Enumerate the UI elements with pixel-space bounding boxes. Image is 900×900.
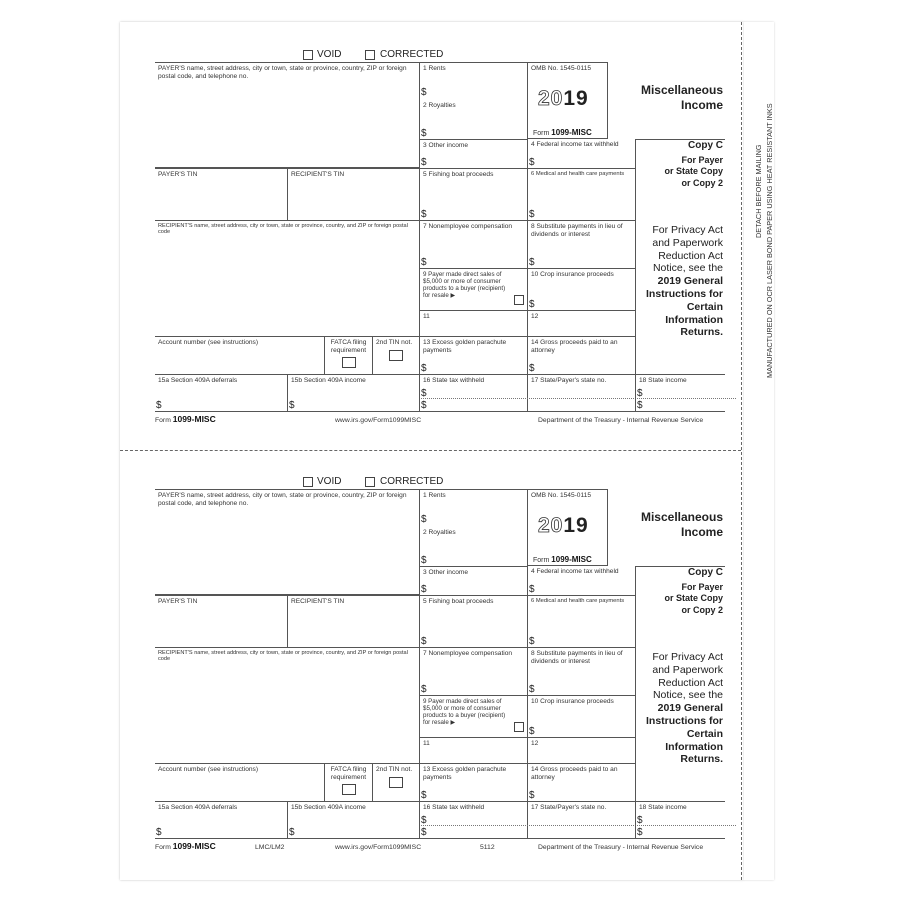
dollar-sign: $ xyxy=(421,127,427,139)
payer-name-label: PAYER'S name, street address, city or town, state or province, country, ZIP or foreign postal code, and telephone no. xyxy=(158,65,407,80)
tax-year xyxy=(538,514,589,538)
box7-label: 7 Nonemployee compensation xyxy=(423,650,513,657)
box10-label: 10 Crop insurance proceeds xyxy=(531,271,614,278)
privacy-line: Instructions for xyxy=(645,714,723,727)
dollar-sign: $ xyxy=(421,814,427,826)
footer-code-lmc: LMC/LM2 xyxy=(255,844,285,851)
recipient-name-label: RECIPIENT'S name, street address, city or town, state or province, country, and ZIP or foreign postal code xyxy=(158,650,408,663)
privacy-line: Returns. xyxy=(680,326,723,339)
footer-department: Department of the Treasury - Internal Revenue Service xyxy=(538,417,704,424)
box18-state-income[interactable] xyxy=(636,801,725,839)
footer-department: Department of the Treasury - Internal Revenue Service xyxy=(538,844,704,851)
void-checkbox[interactable] xyxy=(303,50,313,60)
footer-form-id xyxy=(155,841,216,851)
dollar-sign: $ xyxy=(637,399,643,411)
box11[interactable] xyxy=(420,737,528,763)
box4-label: 4 Federal income tax withheld xyxy=(531,568,619,575)
corrected-label: CORRECTED xyxy=(380,476,444,487)
box2-royalties[interactable] xyxy=(420,527,528,566)
privacy-line: Notice, see the xyxy=(652,262,723,275)
dollar-sign: $ xyxy=(421,387,427,399)
privacy-line: For Privacy Act xyxy=(652,224,723,236)
form-id: 1099-MISC xyxy=(551,555,592,564)
privacy-line: Information xyxy=(665,740,723,753)
form-id-label xyxy=(533,555,592,564)
box7-nonemployee[interactable] xyxy=(420,220,528,268)
copy-c-description xyxy=(630,155,723,189)
form-1099-misc-bottom xyxy=(155,475,725,857)
copy-line: For Payer xyxy=(681,155,723,165)
box2-royalties[interactable] xyxy=(420,100,528,139)
box5-label: 5 Fishing boat proceeds xyxy=(423,598,494,605)
title-line: Miscellaneous xyxy=(640,510,723,524)
copy-line: For Payer xyxy=(681,582,723,592)
box11-label: 11 xyxy=(423,740,430,747)
horizontal-perforation xyxy=(120,450,741,451)
box8-label: 8 Substitute payments in lieu of dividends or interest xyxy=(531,650,623,665)
copy-c-title: Copy C xyxy=(688,140,723,151)
box9-direct-sales xyxy=(420,695,528,737)
box16-label: 16 State tax withheld xyxy=(423,377,485,384)
account-number-label: Account number (see instructions) xyxy=(158,766,259,773)
corrected-checkbox[interactable] xyxy=(365,50,375,60)
dollar-sign: $ xyxy=(421,683,427,695)
fatca-checkbox[interactable] xyxy=(342,357,356,368)
copy-line: or Copy 2 xyxy=(681,177,723,188)
box12[interactable] xyxy=(528,737,636,763)
copy-c-title: Copy C xyxy=(688,567,723,578)
form-word: Form xyxy=(533,130,550,137)
recipient-name-field[interactable] xyxy=(155,647,420,763)
dollar-sign: $ xyxy=(529,156,535,168)
payer-tin-field[interactable] xyxy=(155,168,288,220)
dollar-sign: $ xyxy=(421,514,427,525)
box9-checkbox[interactable] xyxy=(514,295,524,305)
box16-state-tax[interactable] xyxy=(420,374,528,412)
dollar-sign: $ xyxy=(421,156,427,168)
box15a-label: 15a Section 409A deferrals xyxy=(158,804,238,811)
dollar-sign: $ xyxy=(529,208,535,220)
account-number-label: Account number (see instructions) xyxy=(158,339,259,346)
form-word: Form xyxy=(155,844,171,851)
box4-federal-tax[interactable] xyxy=(528,139,636,168)
privacy-line: Returns. xyxy=(680,753,723,766)
privacy-line: Notice, see the xyxy=(652,689,723,702)
recipient-name-field[interactable] xyxy=(155,220,420,336)
box13-label: 13 Excess golden parachute payments xyxy=(423,766,507,781)
dollar-sign: $ xyxy=(529,298,535,310)
title-line: Income xyxy=(680,525,723,539)
box15b-label: 15b Section 409A income xyxy=(291,377,366,384)
box1-label: 1 Rents xyxy=(423,492,446,499)
fatca-field xyxy=(325,763,373,801)
tin-not-checkbox[interactable] xyxy=(389,777,403,788)
privacy-line: Reduction Act xyxy=(658,676,723,689)
privacy-line: Certain xyxy=(686,300,723,313)
form-title xyxy=(620,83,723,113)
box18-label: 18 State income xyxy=(639,804,687,811)
corrected-label: CORRECTED xyxy=(380,49,444,60)
dollar-sign: $ xyxy=(637,387,643,399)
privacy-line: Reduction Act xyxy=(658,249,723,262)
dollar-sign: $ xyxy=(421,635,427,647)
year-suffix: 19 xyxy=(563,87,589,110)
fatca-label: FATCA filing requirement xyxy=(330,766,367,781)
payer-name-field[interactable] xyxy=(155,62,420,168)
box3-label: 3 Other income xyxy=(423,142,469,149)
box10-label: 10 Crop insurance proceeds xyxy=(531,698,614,705)
privacy-line: Information xyxy=(665,313,723,326)
box6-label: 6 Medical and health care payments xyxy=(531,598,625,604)
box8-label: 8 Substitute payments in lieu of dividends or interest xyxy=(531,223,623,238)
year-prefix: 20 xyxy=(538,87,564,110)
payer-tin-label: PAYER'S TIN xyxy=(158,598,198,605)
dollar-sign: $ xyxy=(289,826,295,838)
box18-state-income[interactable] xyxy=(636,374,725,412)
box13-golden-parachute[interactable] xyxy=(420,763,528,801)
box17-state-no[interactable] xyxy=(528,374,636,412)
box7-nonemployee[interactable] xyxy=(420,647,528,695)
box15a-field[interactable] xyxy=(155,801,288,839)
fatca-field xyxy=(325,336,373,374)
privacy-notice xyxy=(630,224,723,339)
payer-tin-field[interactable] xyxy=(155,595,288,647)
form-word: Form xyxy=(155,417,171,424)
dollar-sign: $ xyxy=(421,256,427,268)
box17-label: 17 State/Payer's state no. xyxy=(531,377,607,384)
dollar-sign: $ xyxy=(529,256,535,268)
box9-label: 9 Payer made direct sales of $5,000 or more of consumer products to a buyer (recipient) for resale ▶ xyxy=(423,698,506,727)
tin-not-checkbox[interactable] xyxy=(389,350,403,361)
box5-label: 5 Fishing boat proceeds xyxy=(423,171,494,178)
title-line: Miscellaneous xyxy=(640,83,723,97)
box10-crop-insurance[interactable] xyxy=(528,268,636,310)
recipient-tin-label: RECIPIENT'S TIN xyxy=(291,171,345,178)
privacy-notice xyxy=(630,651,723,766)
form-id: 1099-MISC xyxy=(172,414,216,424)
recipient-name-label: RECIPIENT'S name, street address, city or town, state or province, country, and ZIP or foreign postal code xyxy=(158,223,408,236)
dollar-sign: $ xyxy=(156,399,162,411)
recipient-tin-field[interactable] xyxy=(288,168,420,220)
box14-attorney[interactable] xyxy=(528,763,636,801)
privacy-line: and Paperwork xyxy=(652,236,723,249)
box8-substitute-payments[interactable] xyxy=(528,647,636,695)
dollar-sign: $ xyxy=(529,583,535,595)
box12[interactable] xyxy=(528,310,636,336)
box6-medical[interactable] xyxy=(528,168,636,220)
recipient-tin-field[interactable] xyxy=(288,595,420,647)
box10-crop-insurance[interactable] xyxy=(528,695,636,737)
box14-label: 14 Gross proceeds paid to an attorney xyxy=(531,766,618,781)
omb-number: OMB No. 1545-0115 xyxy=(531,65,591,72)
fatca-label: FATCA filing requirement xyxy=(330,339,367,354)
privacy-line: and Paperwork xyxy=(652,663,723,676)
copy-c-description xyxy=(630,582,723,616)
box18-label: 18 State income xyxy=(639,377,687,384)
form-1099-misc-top xyxy=(155,48,725,430)
account-number-field[interactable] xyxy=(155,763,325,801)
detach-notice: DETACH BEFORE MAILING xyxy=(754,144,763,238)
recipient-tin-label: RECIPIENT'S TIN xyxy=(291,598,345,605)
box15b-field[interactable] xyxy=(288,374,420,412)
box3-other-income[interactable] xyxy=(420,566,528,595)
box17-label: 17 State/Payer's state no. xyxy=(531,804,607,811)
copy-line: or State Copy xyxy=(664,593,723,604)
dollar-sign: $ xyxy=(421,87,427,98)
form-id: 1099-MISC xyxy=(551,128,592,137)
box2-label: 2 Royalties xyxy=(423,102,456,109)
footer-url: www.irs.gov/Form1099MISC xyxy=(335,417,422,424)
side-notice xyxy=(740,58,784,378)
privacy-line: 2019 General xyxy=(657,275,723,288)
box6-label: 6 Medical and health care payments xyxy=(531,171,625,177)
payer-name-label: PAYER'S name, street address, city or town, state or province, country, ZIP or foreign postal code, and telephone no. xyxy=(158,492,407,507)
tin-not-label: 2nd TIN not. xyxy=(376,339,413,346)
void-label: VOID xyxy=(317,476,342,487)
box13-label: 13 Excess golden parachute payments xyxy=(423,339,507,354)
box5-fishing-boat[interactable] xyxy=(420,595,528,647)
box4-federal-tax[interactable] xyxy=(528,566,636,595)
footer-form-id xyxy=(155,414,216,424)
dollar-sign: $ xyxy=(637,826,643,838)
dollar-sign: $ xyxy=(421,362,427,374)
dollar-sign: $ xyxy=(421,399,427,411)
box9-label: 9 Payer made direct sales of $5,000 or more of consumer products to a buyer (recipient) for resale ▶ xyxy=(423,271,506,300)
dollar-sign: $ xyxy=(421,208,427,220)
form-title xyxy=(620,510,723,540)
form-id: 1099-MISC xyxy=(172,841,216,851)
dollar-sign: $ xyxy=(421,554,427,566)
box16-label: 16 State tax withheld xyxy=(423,804,485,811)
box14-attorney[interactable] xyxy=(528,336,636,374)
dollar-sign: $ xyxy=(421,583,427,595)
payer-name-field[interactable] xyxy=(155,489,420,595)
void-checkbox[interactable] xyxy=(303,477,313,487)
box15b-label: 15b Section 409A income xyxy=(291,804,366,811)
account-number-field[interactable] xyxy=(155,336,325,374)
box8-substitute-payments[interactable] xyxy=(528,220,636,268)
tin-not-label: 2nd TIN not. xyxy=(376,766,413,773)
dollar-sign: $ xyxy=(421,789,427,801)
box11-label: 11 xyxy=(423,313,430,320)
void-label: VOID xyxy=(317,49,342,60)
box17-state-no[interactable] xyxy=(528,801,636,839)
dollar-sign: $ xyxy=(421,826,427,838)
box15b-field[interactable] xyxy=(288,801,420,839)
footer-url: www.irs.gov/Form1099MISC xyxy=(335,844,422,851)
year-prefix: 20 xyxy=(538,514,564,537)
footer-code-5112: 5112 xyxy=(480,844,495,851)
box5-fishing-boat[interactable] xyxy=(420,168,528,220)
box9-direct-sales xyxy=(420,268,528,310)
box4-label: 4 Federal income tax withheld xyxy=(531,141,619,148)
box15a-field[interactable] xyxy=(155,374,288,412)
dollar-sign: $ xyxy=(529,362,535,374)
form-id-label xyxy=(533,128,592,137)
title-line: Income xyxy=(680,98,723,112)
box7-label: 7 Nonemployee compensation xyxy=(423,223,513,230)
box16-state-tax[interactable] xyxy=(420,801,528,839)
copy-line: or State Copy xyxy=(664,166,723,177)
box12-label: 12 xyxy=(531,740,539,747)
payer-tin-label: PAYER'S TIN xyxy=(158,171,198,178)
box15a-label: 15a Section 409A deferrals xyxy=(158,377,238,384)
privacy-line: Certain xyxy=(686,727,723,740)
tax-year xyxy=(538,87,589,111)
manufactured-notice: MANUFACTURED ON OCR LASER BOND PAPER USING HEAT RESISTANT INKS xyxy=(765,103,774,378)
fatca-checkbox[interactable] xyxy=(342,784,356,795)
dollar-sign: $ xyxy=(637,814,643,826)
dollar-sign: $ xyxy=(529,683,535,695)
form-word: Form xyxy=(533,557,550,564)
box13-golden-parachute[interactable] xyxy=(420,336,528,374)
box2-label: 2 Royalties xyxy=(423,529,456,536)
privacy-line: 2019 General xyxy=(657,702,723,715)
dollar-sign: $ xyxy=(529,789,535,801)
omb-number: OMB No. 1545-0115 xyxy=(531,492,591,499)
dollar-sign: $ xyxy=(529,725,535,737)
box3-other-income[interactable] xyxy=(420,139,528,168)
privacy-line: For Privacy Act xyxy=(652,651,723,663)
dollar-sign: $ xyxy=(289,399,295,411)
dollar-sign: $ xyxy=(529,635,535,647)
box6-medical[interactable] xyxy=(528,595,636,647)
box9-checkbox[interactable] xyxy=(514,722,524,732)
corrected-checkbox[interactable] xyxy=(365,477,375,487)
box1-label: 1 Rents xyxy=(423,65,446,72)
box3-label: 3 Other income xyxy=(423,569,469,576)
box11[interactable] xyxy=(420,310,528,336)
privacy-line: Instructions for xyxy=(645,287,723,300)
year-suffix: 19 xyxy=(563,514,589,537)
box12-label: 12 xyxy=(531,313,539,320)
copy-line: or Copy 2 xyxy=(681,604,723,615)
box14-label: 14 Gross proceeds paid to an attorney xyxy=(531,339,618,354)
dollar-sign: $ xyxy=(156,826,162,838)
